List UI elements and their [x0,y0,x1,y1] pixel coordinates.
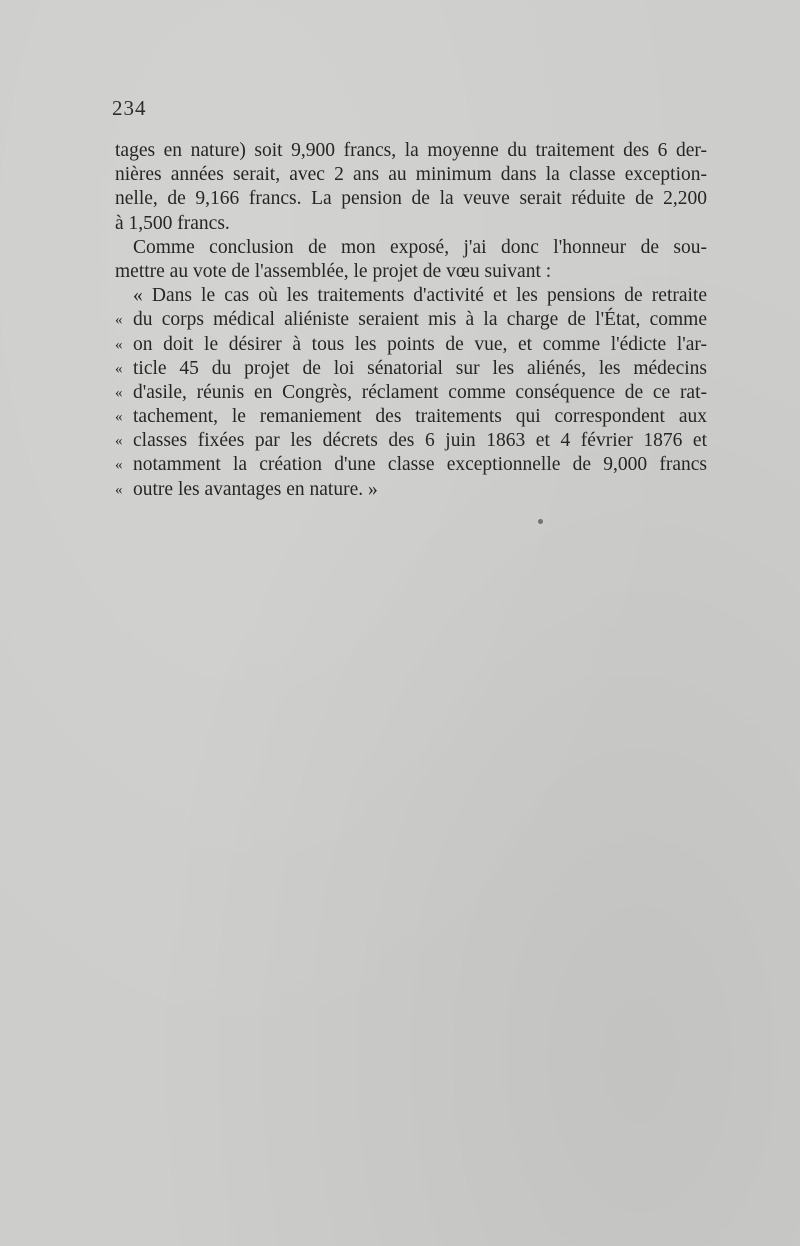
paragraph-pension-figures [115,139,707,236]
quote-mark: « [115,384,123,401]
quote-text: on doit le désirer à tous les points de vue, et comme l'édicte l'ar- [133,333,707,355]
quote-mark: « [115,312,123,329]
body-text [115,139,707,502]
paragraph-conclusion [115,236,707,284]
quote-mark: « [115,409,123,426]
quote-line [115,405,707,429]
quote-open-mark: « [133,285,143,307]
quote-text: du corps médical aliéniste seraient mis à la charge de l'État, comme [133,309,707,331]
quote-mark [115,284,133,308]
quote-mark: « [115,336,123,353]
quote-text: ticle 45 du projet de loi sénatorial sur les aliénés, les médecins [133,357,707,379]
text-line: mettre au vote de l'assemblée, le projet de vœu suivant : [115,260,552,282]
quote-mark: « [115,457,123,474]
quote-mark: « [115,360,123,377]
quote-line [115,308,707,332]
text-line: Comme conclusion de mon exposé, j'ai donc l'honneur de sou- [133,236,707,258]
text-line: à 1,500 francs. [115,212,230,234]
page-number: 234 [112,96,147,120]
quote-line [115,429,707,453]
quote-line [115,381,707,405]
quote-text: classes fixées par les décrets des 6 juin 1863 et 4 février 1876 et [133,430,707,452]
quote-mark: « [115,481,123,498]
quote-text: d'asile, réunis en Congrès, réclament comme conséquence de ce rat- [133,381,707,403]
quote-text: outre les avantages en nature. » [133,478,378,500]
text-line: nières années serait, avec 2 ans au minimum dans la classe exception- [115,164,707,186]
quote-line [115,357,707,381]
quote-text: tachement, le remaniement des traitements qui correspondent aux [133,406,707,428]
text-line: nelle, de 9,166 francs. La pension de la veuve serait réduite de 2,200 [115,188,707,210]
quote-line [115,453,707,477]
text-line: tages en nature) soit 9,900 francs, la moyenne du traitement des 6 der- [115,140,707,161]
quote-text: Dans le cas où les traitements d'activité et les pensions de retraite [151,285,708,307]
quote-text: notamment la création d'une classe exceptionnelle de 9,000 francs [133,454,707,476]
quote-mark: « [115,433,123,450]
quoted-resolution [115,284,707,502]
quote-line [115,478,707,502]
quote-line [115,284,707,308]
ink-speck [538,519,543,524]
quote-line [115,333,707,357]
